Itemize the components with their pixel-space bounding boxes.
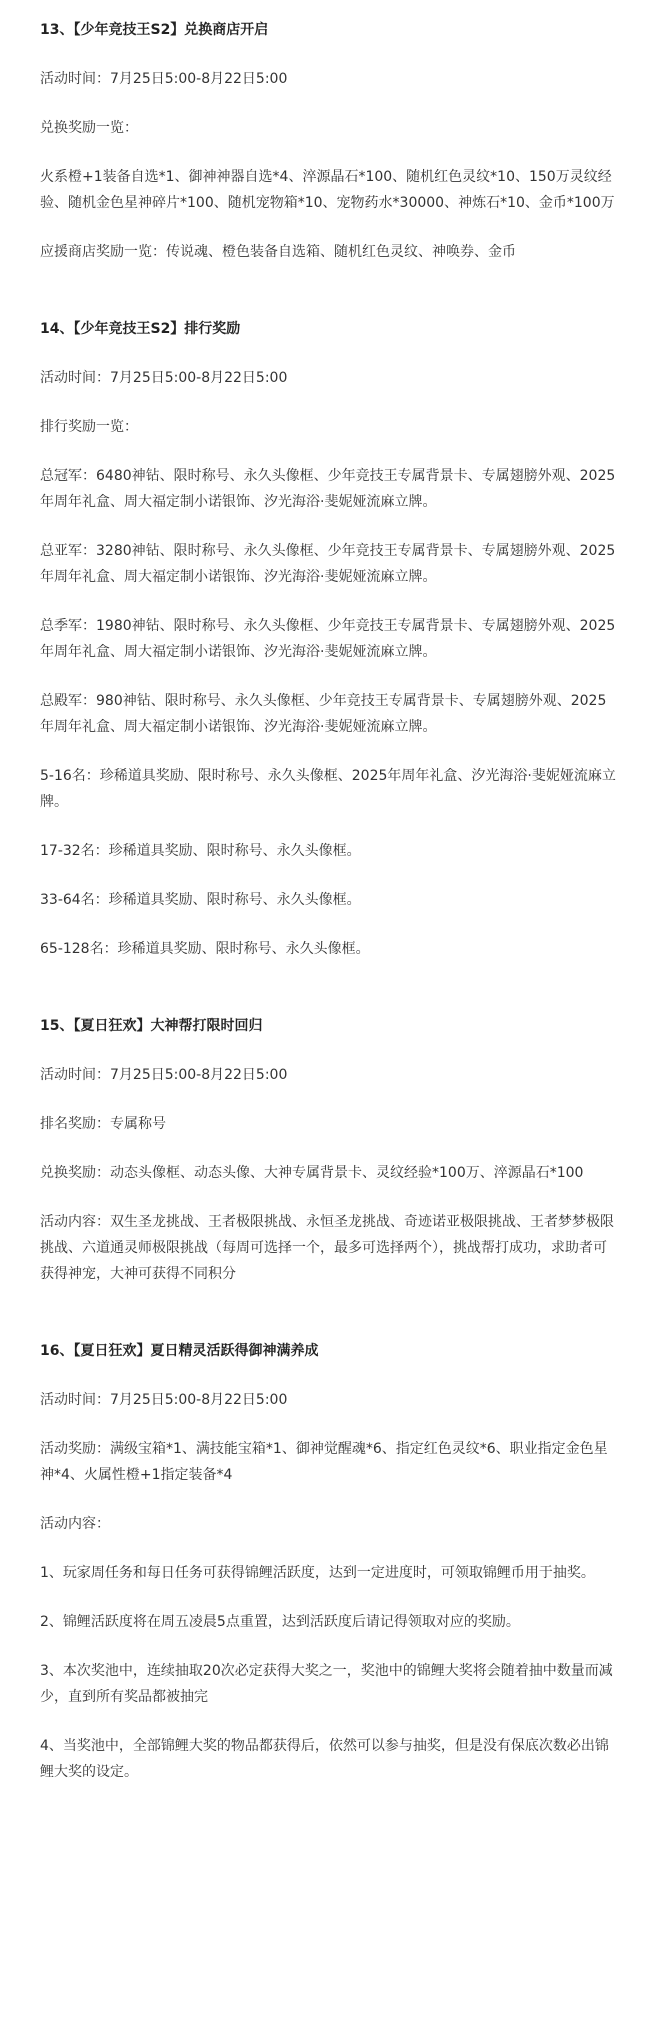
exchange-rewards: 兑换奖励：动态头像框、动态头像、大神专属背景卡、灵纹经验*100万、淬源晶石*100 xyxy=(40,1165,584,1181)
event-time: 活动时间：7月25日5:00-8月22日5:00 xyxy=(40,71,288,87)
rank-reward: 排名奖励：专属称号 xyxy=(40,1116,166,1132)
rule-1: 1、玩家周任务和每日任务可获得锦鲤活跃度，达到一定进度时，可领取锦鲤币用于抽奖。 xyxy=(40,1565,595,1581)
event-time: 活动时间：7月25日5:00-8月22日5:00 xyxy=(40,1392,288,1408)
rank-5-16-rewards: 5-16名：珍稀道具奖励、限时称号、永久头像框、2025年周年礼盒、汐光海浴·斐妮娅流麻立牌。 xyxy=(40,768,616,810)
rule-3: 3、本次奖池中，连续抽取20次必定获得大奖之一，奖池中的锦鲤大奖将会随着抽中数量而减少，直到所有奖品都被抽完 xyxy=(40,1663,613,1705)
section-14 xyxy=(40,317,620,962)
event-time: 活动时间：7月25日5:00-8月22日5:00 xyxy=(40,370,288,386)
third-place-rewards: 总季军：1980神钻、限时称号、永久头像框、少年竞技王专属背景卡、专属翅膀外观、2025年周年礼盒、周大福定制小诺银饰、汐光海浴·斐妮娅流麻立牌。 xyxy=(40,618,616,660)
rank-17-32-rewards: 17-32名：珍稀道具奖励、限时称号、永久头像框。 xyxy=(40,843,361,859)
rewards-heading: 兑换奖励一览： xyxy=(40,120,138,136)
section-13 xyxy=(40,18,620,265)
event-content: 活动内容：双生圣龙挑战、王者极限挑战、永恒圣龙挑战、奇迹诺亚极限挑战、王者梦梦极限挑战、六道通灵师极限挑战（每周可选择一个，最多可选择两个），挑战帮打成功，求助者可获得神宠，大神可获得不同积分 xyxy=(40,1214,614,1282)
rank-65-128-rewards: 65-128名：珍稀道具奖励、限时称号、永久头像框。 xyxy=(40,941,370,957)
section-title: 15、【夏日狂欢】大神帮打限时回归 xyxy=(40,1018,263,1034)
rule-2: 2、锦鲤活跃度将在周五凌晨5点重置，达到活跃度后请记得领取对应的奖励。 xyxy=(40,1614,520,1630)
section-title: 16、【夏日狂欢】夏日精灵活跃得御神满养成 xyxy=(40,1343,319,1359)
runner-up-rewards: 总亚军：3280神钻、限时称号、永久头像框、少年竞技王专属背景卡、专属翅膀外观、2025年周年礼盒、周大福定制小诺银饰、汐光海浴·斐妮娅流麻立牌。 xyxy=(40,543,616,585)
fourth-place-rewards: 总殿军：980神钻、限时称号、永久头像框、少年竞技王专属背景卡、专属翅膀外观、2025年周年礼盒、周大福定制小诺银饰、汐光海浴·斐妮娅流麻立牌。 xyxy=(40,693,607,735)
rewards-list: 火系橙+1装备自选*1、御神神器自选*4、淬源晶石*100、随机红色灵纹*10、150万灵纹经验、随机金色星神碎片*100、随机宠物箱*10、宠物药水*30000、神炼石*10、金币*100万 xyxy=(40,169,615,211)
section-15 xyxy=(40,1014,620,1287)
event-rewards: 活动奖励：满级宝箱*1、满技能宝箱*1、御神觉醒魂*6、指定红色灵纹*6、职业指定金色星神*4、火属性橙+1指定装备*4 xyxy=(40,1441,608,1483)
support-shop-rewards: 应援商店奖励一览：传说魂、橙色装备自选箱、随机红色灵纹、神唤券、金币 xyxy=(40,244,516,260)
rule-4: 4、当奖池中，全部锦鲤大奖的物品都获得后，依然可以参与抽奖，但是没有保底次数必出锦鲤大奖的设定。 xyxy=(40,1738,609,1780)
ranking-heading: 排行奖励一览： xyxy=(40,419,138,435)
event-time: 活动时间：7月25日5:00-8月22日5:00 xyxy=(40,1067,288,1083)
content-heading: 活动内容： xyxy=(40,1516,110,1532)
section-title: 13、【少年竞技王S2】兑换商店开启 xyxy=(40,22,269,38)
rank-33-64-rewards: 33-64名：珍稀道具奖励、限时称号、永久头像框。 xyxy=(40,892,361,908)
section-16 xyxy=(40,1339,620,1785)
champion-rewards: 总冠军：6480神钻、限时称号、永久头像框、少年竞技王专属背景卡、专属翅膀外观、2025年周年礼盒、周大福定制小诺银饰、汐光海浴·斐妮娅流麻立牌。 xyxy=(40,468,616,510)
section-title: 14、【少年竞技王S2】排行奖励 xyxy=(40,321,241,337)
